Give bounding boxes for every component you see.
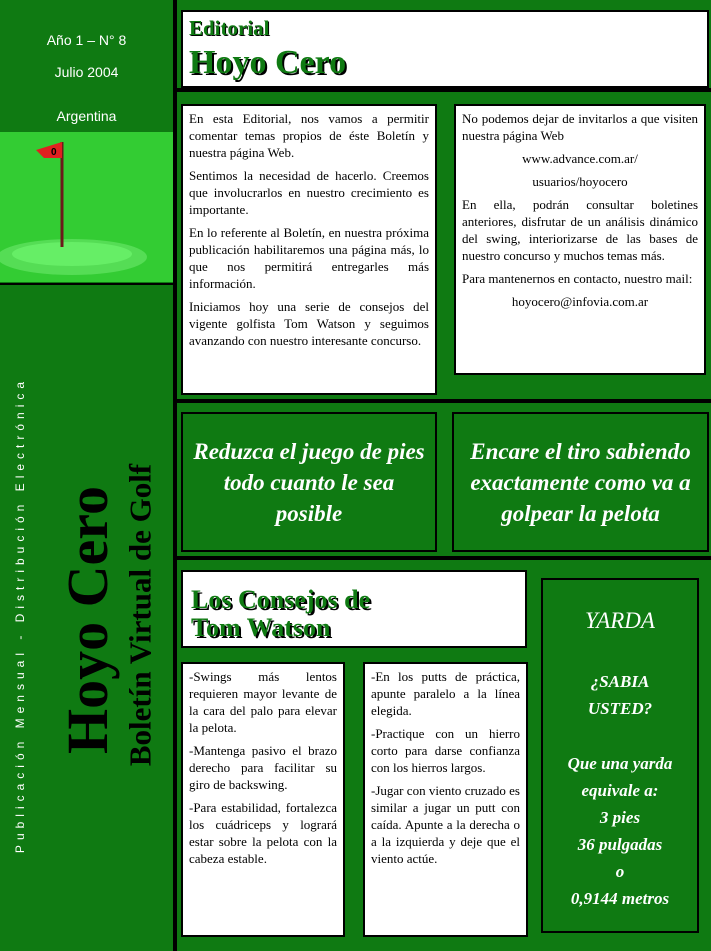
sidebar-title: Hoyo Cero (55, 486, 120, 754)
issue-date: Julio 2004 (54, 64, 119, 80)
yarda-question-line2: USTED? (587, 699, 653, 718)
editorial-paragraph: Sentimos la necesidad de hacerlo. Creemos que involucrarlos en nuestro crecimiento es importante. (189, 168, 429, 217)
issue-number: Año 1 – N° 8 (46, 32, 127, 48)
editorial-title: Hoyo Cero (189, 44, 347, 81)
consejos-title (181, 570, 527, 648)
consejo-item: -Jugar con viento cruzado es similar a jugar un putt con caída. Apunte a la derecha o a la izquierda y deje que el viento actúe. (371, 783, 520, 866)
golf-flag-icon (0, 132, 173, 282)
yarda-line: o (615, 862, 625, 881)
issue-country: Argentina (56, 108, 117, 124)
yarda-line: 0,9144 metros (570, 889, 670, 908)
yarda-line: Que una yarda (567, 754, 673, 773)
contact-text: Para mantenernos en contacto, nuestro mail: (462, 271, 693, 286)
editorial-header (181, 10, 709, 88)
yarda-heading: YARDA (585, 608, 655, 633)
tips-separator (177, 556, 711, 560)
website-url-line1[interactable]: www.advance.com.ar/ (522, 151, 638, 166)
svg-text:0: 0 (51, 147, 57, 158)
consejos-column-1 (181, 662, 345, 937)
consejos-title-line2: Tom Watson (191, 613, 331, 642)
web-invite-text: No podemos dejar de invitarlos a que visiten nuestra página Web (462, 111, 698, 143)
editorial-left-column (181, 104, 437, 395)
editorial-paragraph: En lo referente al Boletín, en nuestra próxima publicación habilitaremos una página más, lo que nos permitirá entregarles más información. (189, 225, 429, 291)
yarda-line: 3 pies (599, 808, 641, 827)
contact-email-link[interactable]: hoyocero@infovia.com.ar (511, 294, 649, 309)
editorial-paragraph: En esta Editorial, nos vamos a permitir comentar temas propios de éste Boletín y nuestra página Web. (189, 111, 429, 160)
sidebar-divider (0, 283, 173, 285)
yarda-question-line1: ¿SABIA (590, 672, 650, 691)
consejo-item: -Mantenga pasivo el brazo derecho para facilitar su giro de backswing. (189, 743, 337, 792)
editorial-separator (177, 399, 711, 403)
editorial-right-column (454, 104, 706, 375)
sidebar-tagline: Publicación Mensual - Distribución Electrónica (13, 376, 27, 854)
consejo-item: -Practique con un hierro corto para darse confianza con los hierros largos. (371, 726, 520, 775)
website-url-line2[interactable]: usuarios/hoyocero (532, 174, 628, 189)
tip-left: Reduzca el juego de pies todo cuanto le sea posible (181, 412, 437, 552)
yarda-line: equivale a: (581, 781, 659, 800)
web-content-text: En ella, podrán consultar boletines anteriores, disfrutar de un análisis dinámico del swing, interiorizarse de las bases de nuestro concurso y muchos temas más. (462, 197, 698, 263)
tip-right: Encare el tiro sabiendo exactamente como va a golpear la pelota (452, 412, 709, 552)
editorial-kicker: Editorial (189, 16, 270, 40)
consejos-column-2 (363, 662, 528, 937)
consejos-title-line1: Los Consejos de (191, 585, 371, 614)
consejo-item: -Para estabilidad, fortalezca los cuádriceps y logrará estar sobre la pelota con la cabeza estable. (189, 800, 337, 866)
yarda-line: 36 pulgadas (577, 835, 663, 854)
consejo-item: -En los putts de práctica, apunte paralelo a la línea elegida. (371, 669, 520, 718)
header-separator (177, 88, 711, 92)
yarda-fact-box (541, 578, 699, 933)
golf-green-illustration (0, 132, 173, 282)
sidebar-subtitle: Boletín Virtual de Golf (122, 463, 158, 767)
consejo-item: -Swings más lentos requieren mayor levante de la cara del palo para elevar la pelota. (189, 669, 337, 735)
editorial-paragraph: Iniciamos hoy una serie de consejos del vigente golfista Tom Watson y seguimos avanzando con nuestro interesante concurso. (189, 299, 429, 348)
